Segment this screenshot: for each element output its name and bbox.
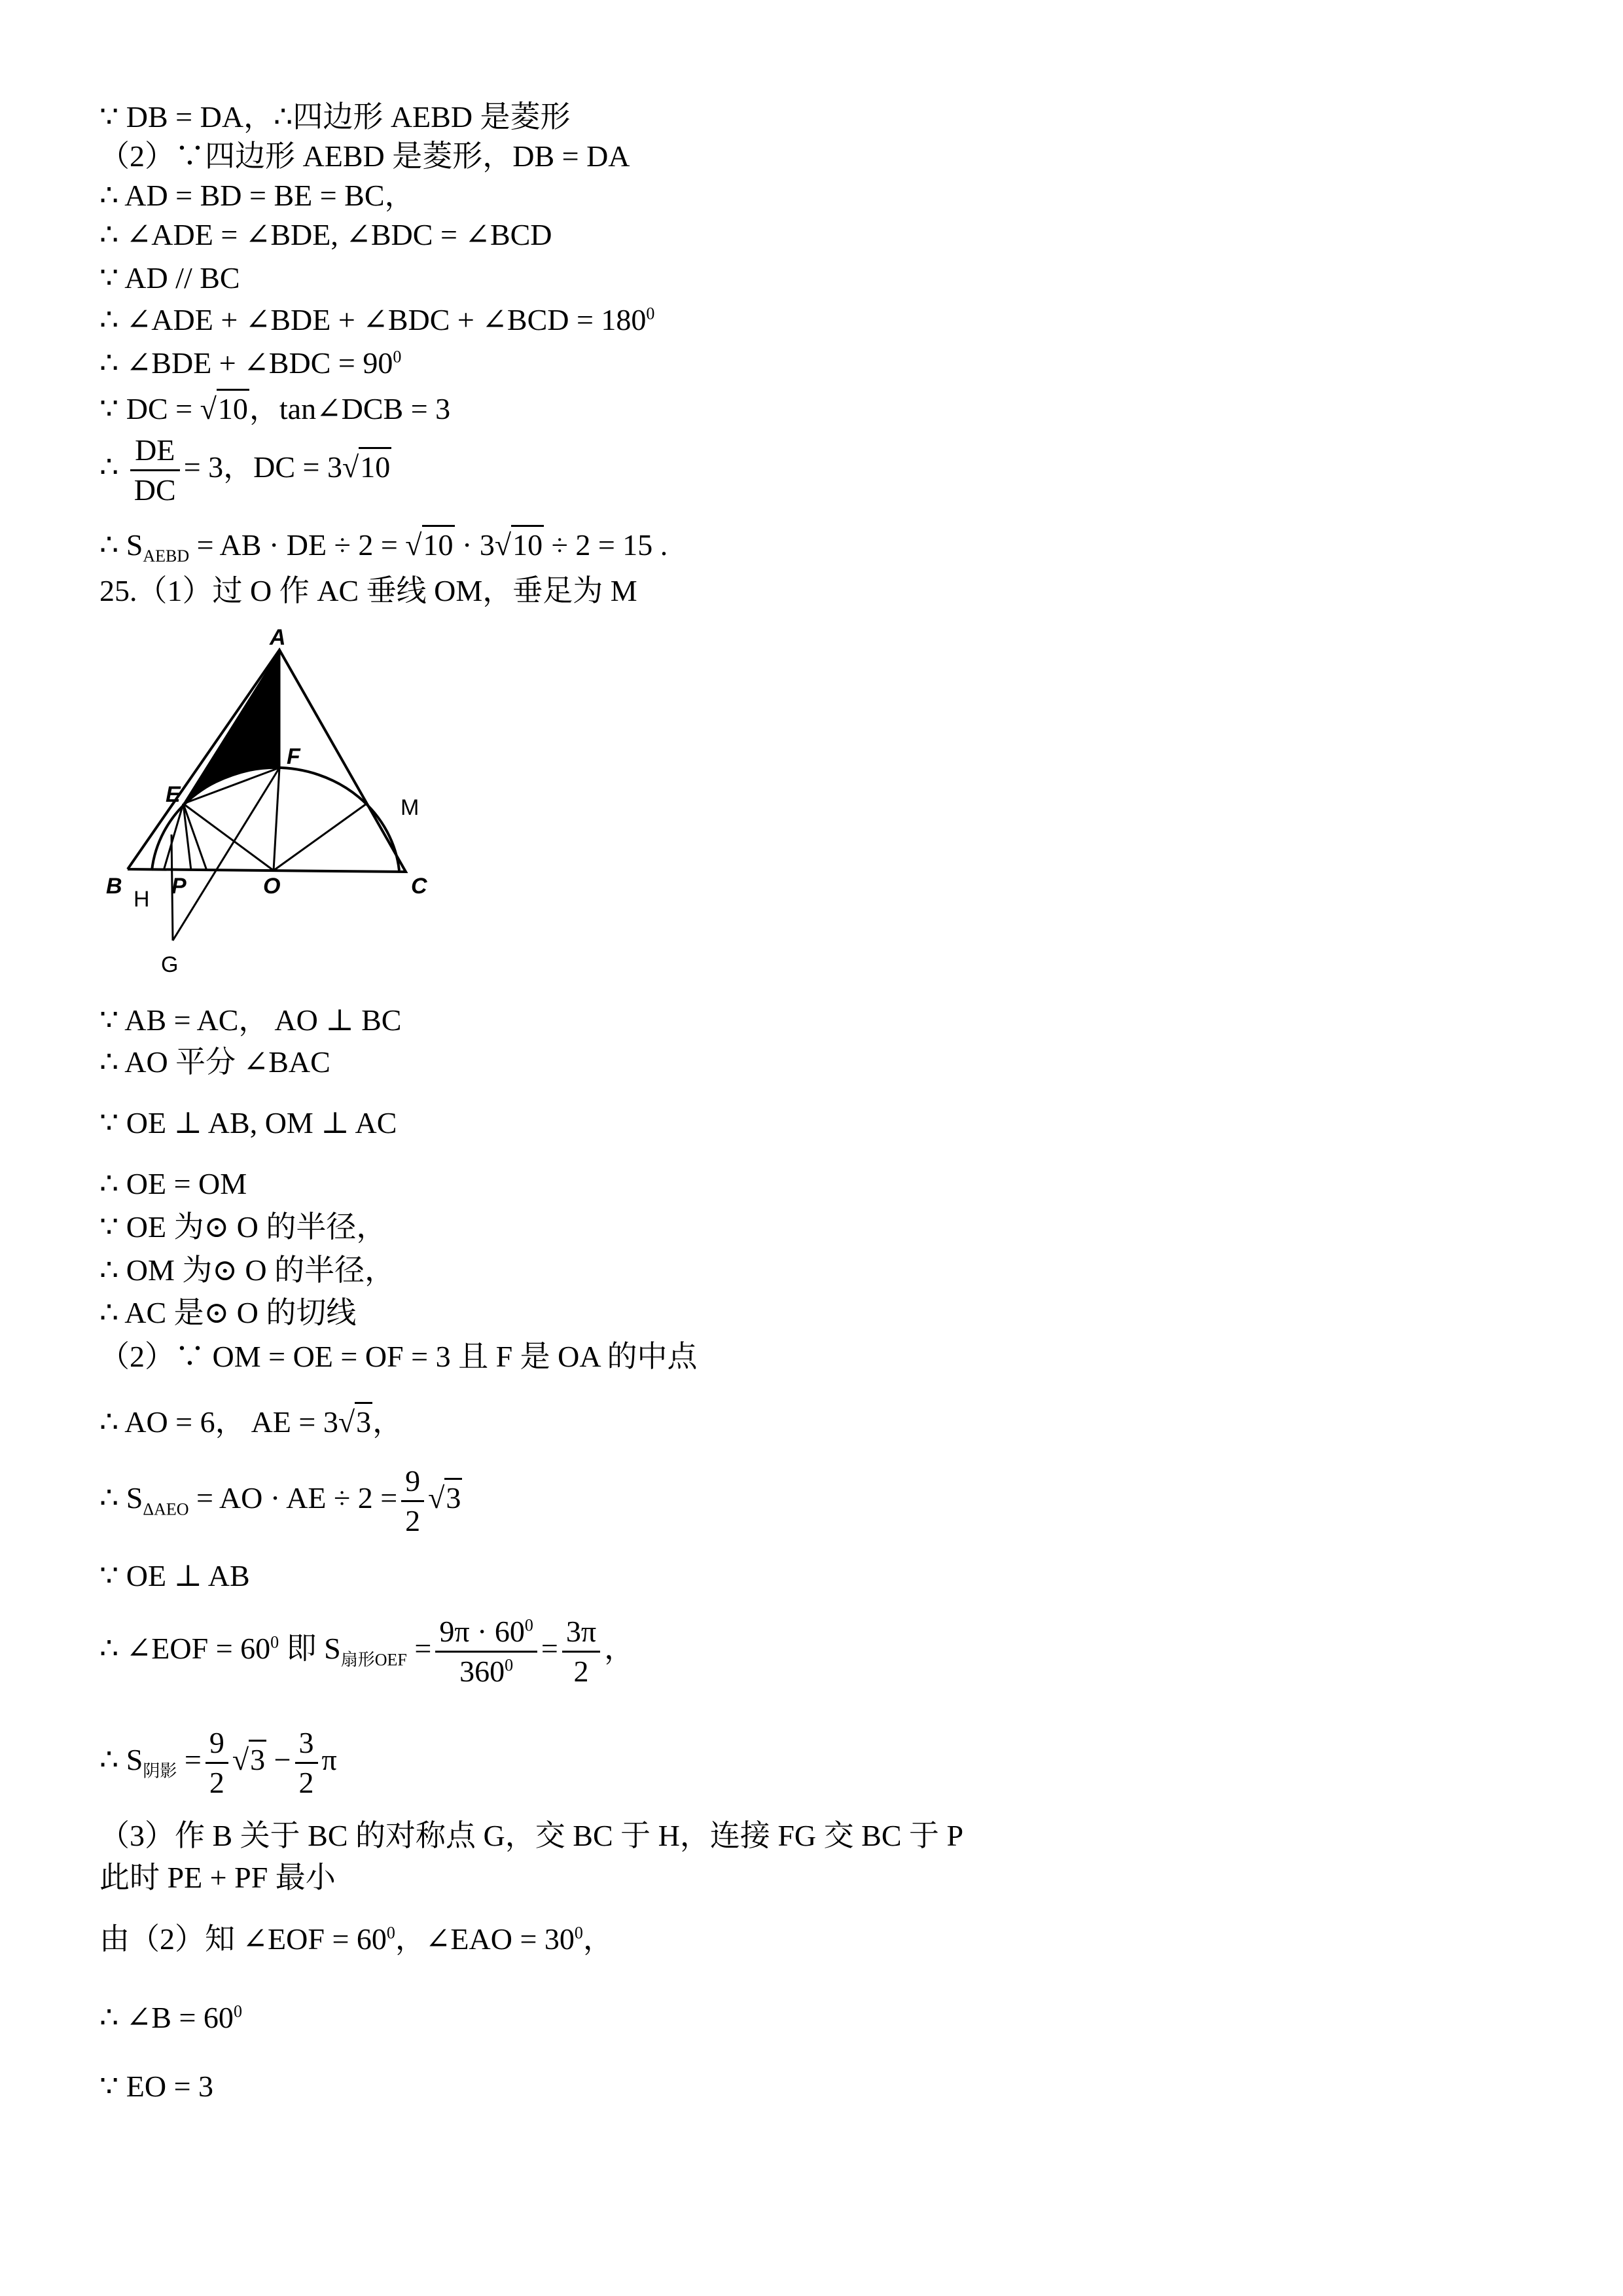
- sqrt: √3: [338, 1407, 372, 1437]
- label-a: A: [270, 625, 286, 650]
- segment-fo: [274, 768, 279, 870]
- sqrt: √3: [232, 1745, 266, 1775]
- fraction: $\frac{9\pi \cdot 60^0}{360^0}$: [435, 1617, 537, 1687]
- text-line: ∵ AB = AC， AO ⊥ BC: [99, 1003, 402, 1037]
- text-line: ∵ EO = 3: [99, 2070, 214, 2103]
- sqrt: √10: [495, 530, 544, 560]
- text-line: ∴ OM 为⊙ O 的半径，: [99, 1253, 395, 1287]
- label-b: B: [106, 874, 122, 899]
- text-line: ∵ OE 为⊙ O 的半径，: [99, 1210, 387, 1244]
- text-line: ∴ ∠EOF = $60^0$ 即 $S_{扇形OEF}$ = $\frac{9\pi \cdot 60^0}{360^0}$ = $\frac{3\pi}{2}$ ，: [99, 1615, 635, 1688]
- text-line: （2）∵四边形 AEBD 是菱形，DB = DA: [99, 139, 630, 173]
- text-line: ∴ $S_{阴影}$ = $\frac{9}{2}$ √3 − $\frac{3}{2}$ π: [99, 1726, 337, 1799]
- label-f: F: [287, 744, 300, 769]
- text-line: ∴ AO = 6， AE = 3√3，: [99, 1407, 402, 1437]
- text-line: ∴ $S_{\Delta AEO}$ = AO · AE ÷ 2 = $\frac{9}{2}$ √3: [99, 1464, 461, 1537]
- fraction: $\frac{9}{2}$: [401, 1466, 424, 1536]
- fraction: $\frac{DE}{DC}$: [130, 435, 180, 505]
- text-line: ∵ DB = DA，∴四边形 AEBD 是菱形: [99, 100, 571, 134]
- segment-eo: [183, 804, 274, 870]
- label-e: E: [166, 782, 181, 807]
- text-line: 由（2）知 ∠EOF = $60^0$，∠EAO = $30^0$，: [99, 1922, 613, 1956]
- text-line: ∴ AC 是⊙ O 的切线: [99, 1296, 357, 1329]
- label-g: G: [161, 952, 179, 977]
- segment-om: [274, 804, 366, 870]
- label-h: H: [134, 887, 150, 912]
- sqrt: √10: [200, 394, 249, 424]
- text-line: 此时 PE + PF 最小: [99, 1861, 336, 1894]
- text-line: （2）∵ OM = OE = OF = 3 且 F 是 OA 的中点: [99, 1340, 698, 1373]
- fraction: $\frac{3}{2}$: [295, 1728, 318, 1798]
- label-m: M: [401, 795, 419, 820]
- text-line: ∴ AO 平分 ∠BAC: [99, 1045, 330, 1079]
- text-line: ∴ ∠ADE = ∠BDE, ∠BDC = ∠BCD: [99, 218, 552, 251]
- text-line: ∵ OE ⊥ AB, OM ⊥ AC: [99, 1106, 397, 1139]
- text-line: ∴ ∠BDE + ∠BDC = $90^0$: [99, 346, 402, 380]
- fraction: $\frac{9}{2}$: [205, 1728, 228, 1798]
- text-line: ∵ DC = √10，tan∠DCB = 3: [99, 394, 450, 424]
- text-line: ∴ $\frac{DE}{DC}$ = 3，DC = 3√10: [99, 433, 391, 507]
- text-line: （3）作 B 关于 BC 的对称点 G，交 BC 于 H，连接 FG 交 BC 于 P: [99, 1819, 964, 1852]
- text-line: ∴ ∠B = $60^0$: [99, 2001, 242, 2034]
- text-line: 25.（1）过 O 作 AC 垂线 OM，垂足为 M: [99, 574, 637, 607]
- label-p: P: [171, 874, 187, 899]
- text-line: ∵ OE ⊥ AB: [99, 1559, 250, 1592]
- label-o: O: [263, 874, 281, 899]
- text-line: ∴ OE = OM: [99, 1167, 247, 1200]
- sqrt: √10: [405, 530, 454, 560]
- sqrt: √10: [342, 452, 391, 482]
- text-line: ∵ AD // BC: [99, 261, 240, 295]
- fraction: $\frac{3\pi}{2}$: [562, 1617, 600, 1687]
- label-c: C: [411, 874, 427, 899]
- text-line: ∴ ∠ADE + ∠BDE + ∠BDC + ∠BCD = $180^0$: [99, 303, 655, 336]
- geometry-figure: [98, 619, 465, 985]
- text-line: ∴ $S_{AEBD}$ = AB · DE ÷ 2 = √10 · 3√10 ÷ 2 = 15 .: [99, 530, 668, 565]
- sqrt: √3: [428, 1483, 462, 1513]
- text-line: ∴ AD = BD = BE = BC，: [99, 179, 415, 212]
